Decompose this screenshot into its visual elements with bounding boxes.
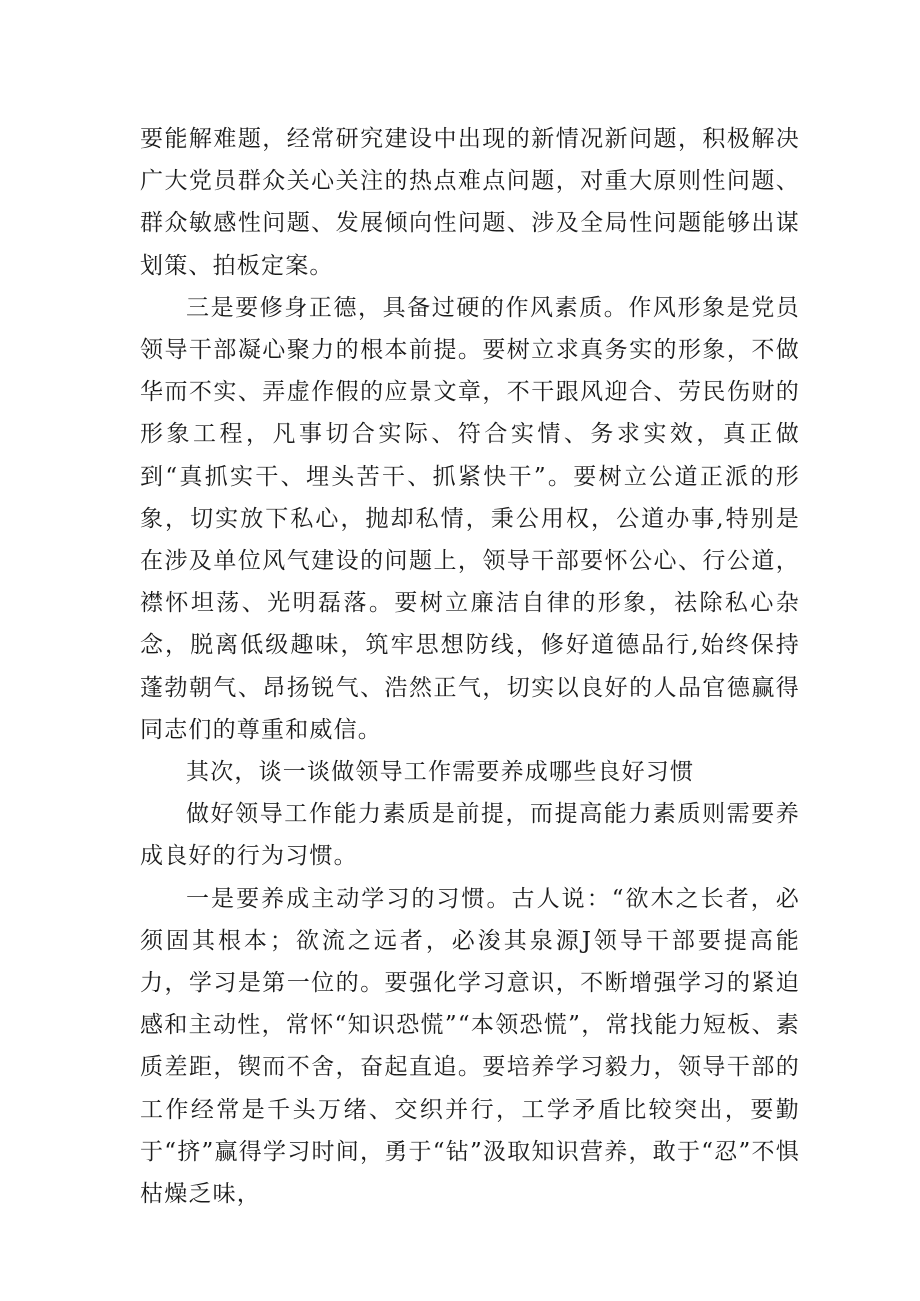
paragraph-1: 要能解难题，经常研究建设中出现的新情况新问题，积极解决广大党员群众关心关注的热点难点问题，对重大原则性问题、群众敏感性问题、发展倾向性问题、涉及全局性问题能够出谋划策、拍板定案。	[140, 126, 800, 279]
paragraph-4: 一是要养成主动学习的习惯。古人说：“欲木之长者，必须固其根本；欲流之远者，必浚其泉源J领导干部要提高能力，学习是第一位的。要强化学习意识，不断增强学习的紧迫感和主动性，常怀“知识恐慌”“本领恐慌”，常找能力短板、素质差距，锲而不舍，奋起直追。要培养学习毅力，领导干部的工作经常是千头万绪、交织并行，工学矛盾比较突出，要勤于“挤”赢得学习时间，勇于“钻”汲取知识营养，敢于“忍”不惧枯燥乏味，	[140, 885, 800, 1208]
paragraph-2: 三是要修身正德，具备过硬的作风素质。作风形象是党员领导干部凝心聚力的根本前提。要树立求真务实的形象，不做华而不实、弄虚作假的应景文章，不干跟风迎合、劳民伤财的形象工程，凡事切合实际、符合实情、务求实效，真正做到“真抓实干、埋头苦干、抓紧快干”。要树立公道正派的形象，切实放下私心，抛却私情，秉公用权，公道办事,特别是在涉及单位风气建设的问题上，领导干部要怀公心、行公道，襟怀坦荡、光明磊落。要树立廉洁自律的形象，祛除私心杂念，脱离低级趣味，筑牢思想防线，修好道德品行,始终保持蓬勃朝气、昂扬锐气、浩然正气，切实以良好的人品官德赢得同志们的尊重和威信。	[140, 294, 800, 743]
section-heading: 其次，谈一谈做领导工作需要养成哪些良好习惯	[186, 759, 695, 786]
paragraph-3: 做好领导工作能力素质是前提，而提高能力素质则需要养成良好的行为习惯。	[140, 801, 800, 870]
document-body	[140, 118, 800, 1215]
